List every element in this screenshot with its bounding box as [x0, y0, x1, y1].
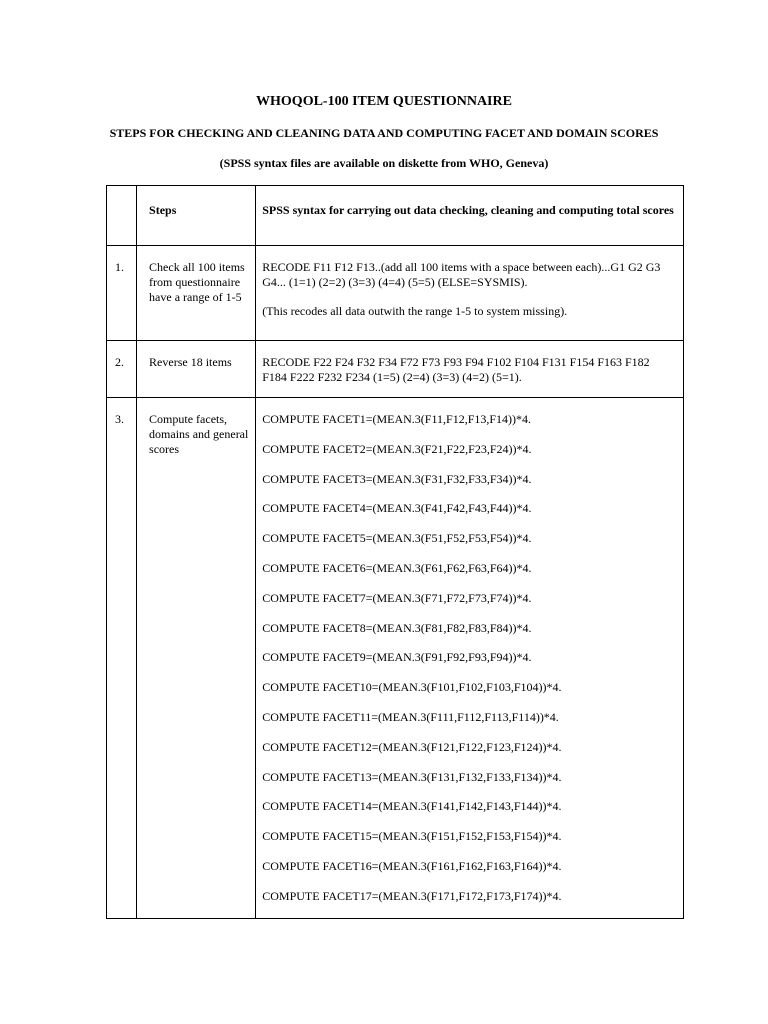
compute-line: COMPUTE FACET12=(MEAN.3(F121,F122,F123,F124))*4. [262, 739, 562, 754]
row-step-cell [137, 398, 256, 919]
header-number-cell [107, 186, 137, 246]
compute-line: COMPUTE FACET4=(MEAN.3(F41,F42,F43,F44))*4. [262, 501, 532, 516]
row-syntax-block [256, 246, 683, 329]
compute-line: COMPUTE FACET8=(MEAN.3(F81,F82,F83,F84))*4. [262, 620, 532, 635]
compute-line: COMPUTE FACET16=(MEAN.3(F161,F162,F163,F164))*4. [262, 858, 562, 873]
compute-line: COMPUTE FACET14=(MEAN.3(F141,F142,F143,F144))*4. [262, 799, 562, 814]
steps-table [106, 185, 684, 919]
syntax-line: RECODE F11 F12 F13..(add all 100 items with a space between each)...G1 G2 G3 G4... (1=1) (2=2) (3=3) (4=4) (5=5) (ELSE=SYSMIS). [262, 260, 661, 289]
header-steps-cell [137, 186, 256, 246]
compute-line: COMPUTE FACET1=(MEAN.3(F11,F12,F13,F14))*4. [262, 412, 532, 426]
document-note: (SPSS syntax files are available on diskette from WHO, Geneva) [219, 156, 549, 170]
row-step: Check all 100 items from questionnaire have a range of 1-5 [149, 260, 245, 304]
row-syntax-block [256, 341, 683, 395]
compute-line: COMPUTE FACET11=(MEAN.3(F111,F112,F113,F114))*4. [262, 709, 559, 724]
row-number: 3. [115, 412, 124, 426]
compute-line: COMPUTE FACET2=(MEAN.3(F21,F22,F23,F24))*4. [262, 441, 532, 456]
compute-line: COMPUTE FACET5=(MEAN.3(F51,F52,F53,F54))*4. [262, 531, 532, 546]
row-number: 1. [115, 260, 124, 274]
header-number [107, 186, 136, 200]
row-step-cell [137, 246, 256, 341]
row-step: Reverse 18 items [149, 355, 232, 369]
compute-line: COMPUTE FACET3=(MEAN.3(F31,F32,F33,F34))*4. [262, 471, 532, 486]
header-syntax-cell [256, 186, 684, 246]
syntax-note: (This recodes all data outwith the range 1-5 to system missing). [262, 304, 568, 318]
table-row [107, 341, 684, 398]
compute-line: COMPUTE FACET9=(MEAN.3(F91,F92,F93,F94))*4. [262, 650, 532, 665]
compute-line: COMPUTE FACET13=(MEAN.3(F131,F132,F133,F134))*4. [262, 769, 562, 784]
header-syntax: SPSS syntax for carrying out data checking, cleaning and computing total scores [262, 203, 674, 217]
document-subtitle: STEPS FOR CHECKING AND CLEANING DATA AND COMPUTING FACET AND DOMAIN SCORES [109, 126, 659, 140]
row-number-cell [107, 398, 137, 919]
header-steps: Steps [149, 203, 177, 217]
syntax-line: RECODE F22 F24 F32 F34 F72 F73 F93 F94 F102 F104 F131 F154 F163 F182 F184 F222 F232 F234 (1=5) (2=4) (3=3) (4=2) (5=1). [262, 355, 650, 384]
row-number: 2. [115, 355, 124, 369]
compute-line: COMPUTE FACET7=(MEAN.3(F71,F72,F73,F74))*4. [262, 590, 532, 605]
compute-line: COMPUTE FACET6=(MEAN.3(F61,F62,F63,F64))*4. [262, 560, 532, 575]
table-header-row [107, 186, 684, 246]
document-title: WHOQOL-100 ITEM QUESTIONNAIRE [256, 94, 512, 109]
row-syntax-cell [256, 341, 684, 398]
table-row [107, 398, 684, 919]
table-row [107, 246, 684, 341]
row-syntax-cell [256, 398, 684, 919]
row-number-cell [107, 246, 137, 341]
compute-line: COMPUTE FACET15=(MEAN.3(F151,F152,F153,F154))*4. [262, 829, 562, 844]
row-step: Compute facets, domains and general scores [149, 412, 249, 456]
compute-lines-block [256, 398, 683, 914]
row-number-cell [107, 341, 137, 398]
compute-line: COMPUTE FACET17=(MEAN.3(F171,F172,F173,F174))*4. [262, 888, 562, 903]
compute-line: COMPUTE FACET10=(MEAN.3(F101,F102,F103,F104))*4. [262, 680, 562, 695]
row-syntax-cell [256, 246, 684, 341]
row-step-cell [137, 341, 256, 398]
